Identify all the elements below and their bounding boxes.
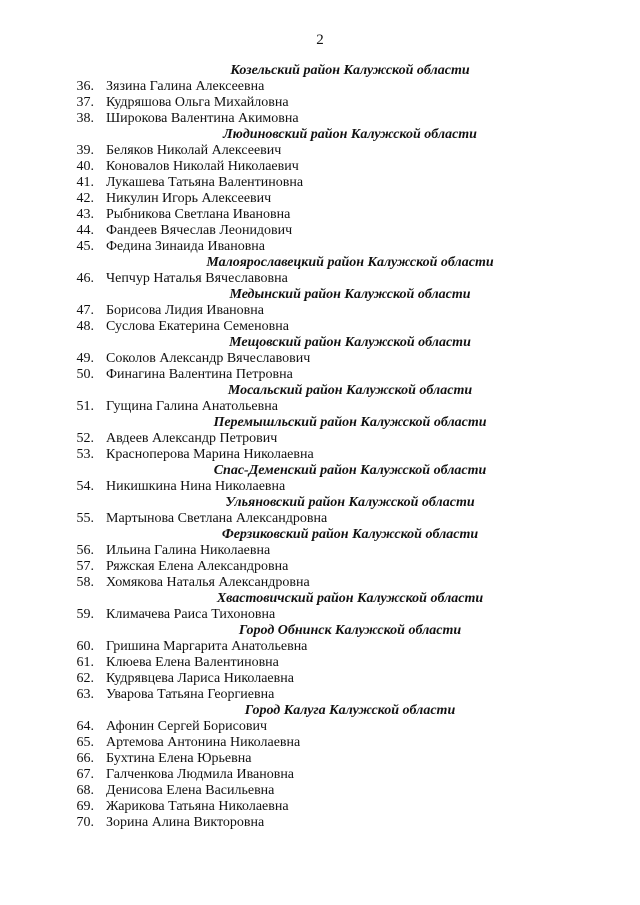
section-heading: Город Обнинск Калужской области — [238, 623, 462, 638]
list-item — [0, 303, 640, 319]
list-item — [0, 671, 640, 687]
person-name: Уварова Татьяна Георгиевна — [106, 687, 275, 702]
section-heading: Ульяновский район Калужской области — [225, 495, 475, 510]
person-name: Зорина Алина Викторовна — [106, 815, 265, 830]
list-item — [0, 399, 640, 415]
item-number: 66. — [76, 751, 94, 766]
item-number: 53. — [76, 447, 94, 462]
list-item — [0, 655, 640, 671]
person-name: Денисова Елена Васильевна — [106, 783, 275, 798]
person-name: Федина Зинаида Ивановна — [106, 239, 266, 254]
section-heading: Козельский район Калужской области — [230, 63, 470, 78]
list-item — [0, 223, 640, 239]
list-item — [0, 767, 640, 783]
section-heading: Медынский район Калужской области — [229, 287, 471, 302]
section-heading: Хвастовичский район Калужской области — [216, 591, 484, 606]
list-item — [0, 175, 640, 191]
person-name: Хомякова Наталья Александровна — [106, 575, 310, 590]
person-name: Кудряшова Ольга Михайловна — [106, 95, 289, 110]
item-number: 65. — [76, 735, 94, 750]
list-item — [0, 751, 640, 767]
item-number: 46. — [76, 271, 94, 286]
list-item — [0, 815, 640, 831]
item-number: 69. — [76, 799, 94, 814]
item-number: 41. — [76, 175, 94, 190]
item-number: 51. — [76, 399, 94, 414]
section-heading: Мосальский район Калужской области — [227, 383, 473, 398]
section-heading: Перемышльский район Калужской области — [213, 415, 487, 430]
list-item — [0, 111, 640, 127]
list-item — [0, 799, 640, 815]
item-number: 38. — [76, 111, 94, 126]
item-number: 68. — [76, 783, 94, 798]
list-item — [0, 559, 640, 575]
person-name: Галченкова Людмила Ивановна — [106, 767, 295, 782]
list-item — [0, 367, 640, 383]
person-name: Афонин Сергей Борисович — [106, 719, 267, 734]
list-item — [0, 351, 640, 367]
person-name: Гущина Галина Анатольевна — [106, 399, 278, 414]
person-name: Зязина Галина Алексеевна — [106, 79, 265, 94]
item-number: 62. — [76, 671, 94, 686]
list-item — [0, 271, 640, 287]
list-item — [0, 687, 640, 703]
person-name: Никишкина Нина Николаевна — [106, 479, 286, 494]
list-item — [0, 607, 640, 623]
list-item — [0, 319, 640, 335]
item-number: 42. — [76, 191, 94, 206]
list-item — [0, 431, 640, 447]
person-name: Никулин Игорь Алексеевич — [106, 191, 272, 206]
section-heading: Малоярославецкий район Калужской области — [206, 255, 494, 270]
name-list — [0, 63, 640, 831]
person-name: Беляков Николай Алексеевич — [106, 143, 282, 158]
person-name: Авдеев Александр Петрович — [106, 431, 278, 446]
list-item — [0, 239, 640, 255]
person-name: Лукашева Татьяна Валентиновна — [106, 175, 304, 190]
person-name: Краснoперова Марина Николаевна — [106, 447, 314, 462]
person-name: Фандеев Вячеслав Леонидович — [106, 223, 293, 238]
item-number: 67. — [76, 767, 94, 782]
person-name: Чепчур Наталья Вячеславовна — [106, 271, 288, 286]
list-item — [0, 575, 640, 591]
section-heading: Людиновский район Калужской области — [223, 127, 477, 142]
list-item — [0, 639, 640, 655]
list-item — [0, 511, 640, 527]
item-number: 49. — [76, 351, 94, 366]
list-item — [0, 543, 640, 559]
item-number: 58. — [76, 575, 94, 590]
item-number: 43. — [76, 207, 94, 222]
item-number: 36. — [76, 79, 94, 94]
list-item — [0, 479, 640, 495]
person-name: Бухтина Елена Юрьевна — [106, 751, 252, 766]
person-name: Клюева Елена Валентиновна — [106, 655, 279, 670]
person-name: Кудрявцева Лариса Николаевна — [106, 671, 294, 686]
section-heading: Мещовский район Калужской области — [229, 335, 471, 350]
list-item — [0, 783, 640, 799]
list-item — [0, 143, 640, 159]
item-number: 55. — [76, 511, 94, 526]
item-number: 39. — [76, 143, 94, 158]
person-name: Борисова Лидия Ивановна — [106, 303, 264, 318]
person-name: Широкова Валентина Акимовна — [106, 111, 299, 126]
item-number: 50. — [76, 367, 94, 382]
person-name: Ряжская Елена Александровна — [106, 559, 289, 574]
item-number: 47. — [76, 303, 94, 318]
item-number: 37. — [76, 95, 94, 110]
item-number: 40. — [76, 159, 94, 174]
person-name: Климачева Раиса Тихоновна — [106, 607, 276, 622]
list-item — [0, 159, 640, 175]
list-item — [0, 207, 640, 223]
section-heading: Ферзиковский район Калужской области — [221, 527, 479, 542]
item-number: 52. — [76, 431, 94, 446]
list-item — [0, 191, 640, 207]
item-number: 63. — [76, 687, 94, 702]
person-name: Суслова Екатерина Семеновна — [106, 319, 289, 334]
item-number: 45. — [76, 239, 94, 254]
list-item — [0, 447, 640, 463]
person-name: Артемова Антонина Николаевна — [106, 735, 301, 750]
page-number: 2 — [316, 32, 324, 48]
person-name: Финагина Валентина Петровна — [106, 367, 293, 382]
person-name: Гришина Маргарита Анатольевна — [106, 639, 308, 654]
item-number: 60. — [76, 639, 94, 654]
item-number: 70. — [76, 815, 94, 830]
item-number: 64. — [76, 719, 94, 734]
item-number: 56. — [76, 543, 94, 558]
item-number: 48. — [76, 319, 94, 334]
section-heading: Город Калуга Калужской области — [244, 703, 456, 718]
item-number: 57. — [76, 559, 94, 574]
person-name: Жарикова Татьяна Николаевна — [106, 799, 289, 814]
person-name: Соколов Александр Вячеславович — [106, 351, 311, 366]
person-name: Мартынова Светлана Александровна — [106, 511, 328, 526]
person-name: Ильина Галина Николаевна — [106, 543, 271, 558]
person-name: Рыбникова Светлана Ивановна — [106, 207, 291, 222]
list-item — [0, 735, 640, 751]
item-number: 44. — [76, 223, 94, 238]
item-number: 54. — [76, 479, 94, 494]
item-number: 61. — [76, 655, 94, 670]
section-heading: Спас-Деменский район Калужской области — [213, 463, 487, 478]
list-item — [0, 719, 640, 735]
list-item — [0, 95, 640, 111]
person-name: Коновалов Николай Николаевич — [106, 159, 299, 174]
list-item — [0, 79, 640, 95]
item-number: 59. — [76, 607, 94, 622]
